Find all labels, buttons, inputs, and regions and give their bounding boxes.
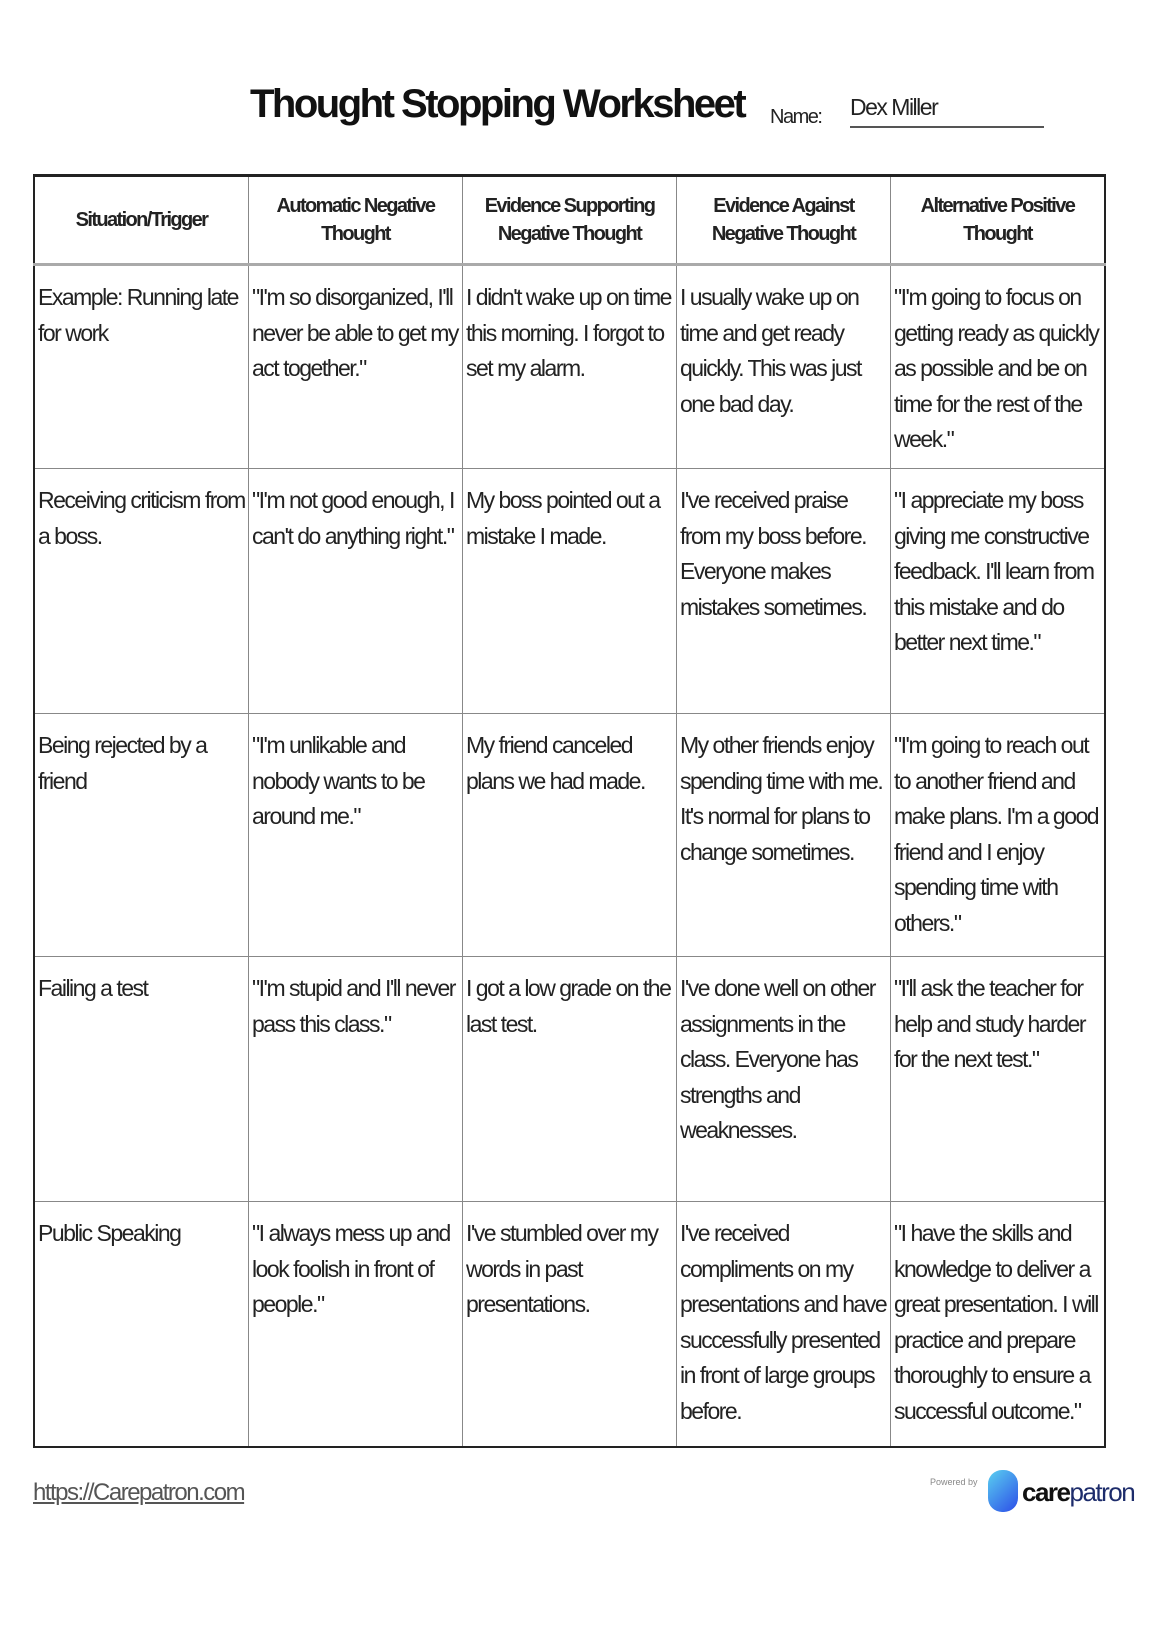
table-cell[interactable]: I've done well on other assignments in the class. Everyone has strengths and weaknesses. (677, 957, 891, 1202)
table-cell[interactable]: "I have the skills and knowledge to deliver a great presentation. I will practice and prepare thoroughly to ensure a successful outcome." (891, 1202, 1106, 1447)
logo-care-text: care (1022, 1477, 1070, 1507)
table-cell[interactable]: Public Speaking (34, 1202, 249, 1447)
header-row (34, 176, 1105, 265)
table-cell[interactable]: "I'm unlikable and nobody wants to be around me." (249, 714, 463, 957)
table-cell[interactable]: "I always mess up and look foolish in front of people." (249, 1202, 463, 1447)
column-header: Alternative Positive Thought (891, 176, 1106, 265)
table-cell[interactable]: "I'm not good enough, I can't do anything right." (249, 469, 463, 714)
name-label: Name: (770, 106, 822, 128)
carepatron-link[interactable]: https://Carepatron.com (33, 1479, 245, 1506)
table-cell[interactable]: "I'm stupid and I'll never pass this class." (249, 957, 463, 1202)
table-cell[interactable]: My other friends enjoy spending time with me. It's normal for plans to change sometimes. (677, 714, 891, 957)
table-row (34, 714, 1105, 957)
worksheet-table (33, 174, 1106, 1448)
page-title: Thought Stopping Worksheet (250, 82, 745, 126)
table-cell[interactable]: Being rejected by a friend (34, 714, 249, 957)
table-row (34, 1202, 1105, 1447)
table-row (34, 469, 1105, 714)
column-header: Evidence Supporting Negative Thought (463, 176, 677, 265)
carepatron-logo (1022, 1477, 1134, 1508)
table-cell[interactable]: Example: Running late for work (34, 265, 249, 469)
table-row (34, 265, 1105, 469)
column-header: Situation/Trigger (34, 176, 249, 265)
table-cell[interactable]: I've received praise from my boss before. Everyone makes mistakes sometimes. (677, 469, 891, 714)
table-cell[interactable]: I've received compliments on my presentations and have successfully presented in front of large groups before. (677, 1202, 891, 1447)
logo-patron-text: patron (1069, 1477, 1135, 1507)
table-cell[interactable]: "I appreciate my boss giving me constructive feedback. I'll learn from this mistake and do better next time." (891, 469, 1106, 714)
powered-by-text: Powered by (930, 1477, 978, 1487)
table-cell[interactable]: "I'm so disorganized, I'll never be able to get my act together." (249, 265, 463, 469)
table-cell[interactable]: My boss pointed out a mistake I made. (463, 469, 677, 714)
table-cell[interactable]: I usually wake up on time and get ready quickly. This was just one bad day. (677, 265, 891, 469)
table-cell[interactable]: "I'm going to reach out to another friend and make plans. I'm a good friend and I enjoy spending time with others." (891, 714, 1106, 957)
table-cell[interactable]: "I'll ask the teacher for help and study harder for the next test." (891, 957, 1106, 1202)
column-header: Evidence Against Negative Thought (677, 176, 891, 265)
table-cell[interactable]: I didn't wake up on time this morning. I forgot to set my alarm. (463, 265, 677, 469)
table-cell[interactable]: I've stumbled over my words in past presentations. (463, 1202, 677, 1447)
column-header: Automatic Negative Thought (249, 176, 463, 265)
name-field[interactable]: Dex Miller (850, 94, 1044, 128)
table-cell[interactable]: My friend canceled plans we had made. (463, 714, 677, 957)
table-cell[interactable]: Failing a test (34, 957, 249, 1202)
table-cell[interactable]: "I'm going to focus on getting ready as quickly as possible and be on time for the rest of the week." (891, 265, 1106, 469)
table-cell[interactable]: I got a low grade on the last test. (463, 957, 677, 1202)
carepatron-logo-icon (988, 1470, 1018, 1512)
table-cell[interactable]: Receiving criticism from a boss. (34, 469, 249, 714)
table-row (34, 957, 1105, 1202)
